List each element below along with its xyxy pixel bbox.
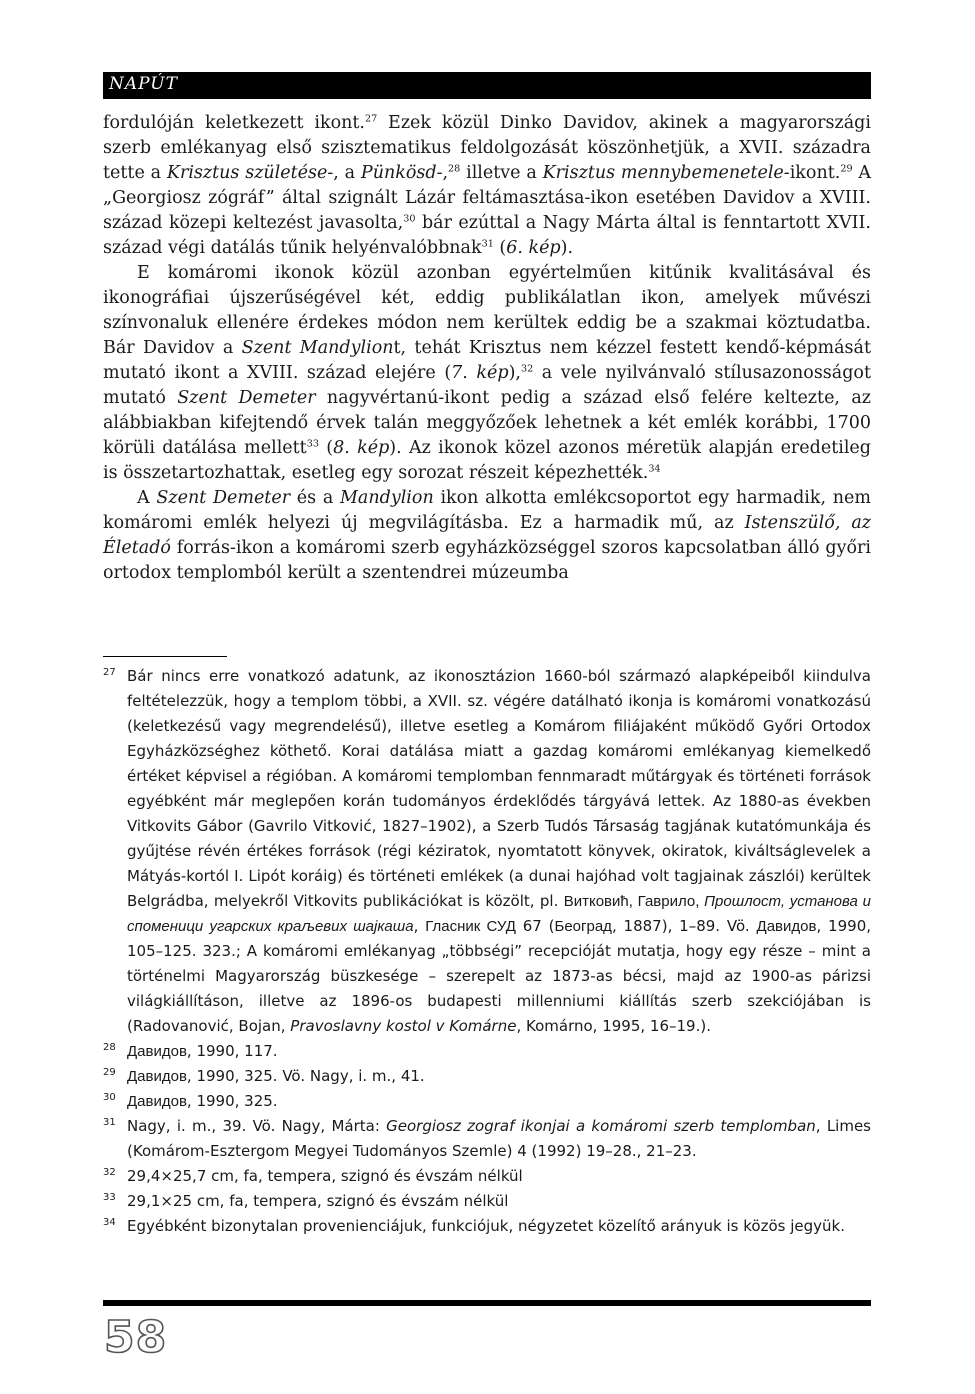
footnote-number: 32 [103,1167,116,1178]
footnote-ref: 31 [481,238,494,250]
footnote-32 [103,1164,871,1189]
footnote-ref: 32 [520,363,534,375]
footnote-27 [103,664,871,1039]
paragraph-1: fordulóján keletkezett ikont.$^{27}$ Ezek közül Dinko Davidov, akinek a magyarországi szerb emlékanyag első szisztematikus feldolgozását köszönhetjük, a XVII. századra tette a Krisztus születése-, a Pünkösd-,$^{28}$ illetve a Krisztus mennybemenetele-ikont.$^{29}$ A „Georgiosz zógráf” által szignált Lázár feltámasztása-ikon esetében Davidov a XVIII. század közepi keltezést javasolta,$^{30}$ bár ezúttal a Nagy Márta által is fenntartott XVII. század végi datálás tűnik helyénvalóbbnak$^{31}$ (6. kép). [103,113,872,258]
footnote-29 [103,1064,871,1089]
footnote-34 [103,1214,871,1239]
footnote-28 [103,1039,871,1064]
footnote-ref: 27 [364,113,378,125]
footnote-number: 27 [103,667,116,678]
footnote-number: 30 [103,1092,116,1103]
footnote-number: 31 [103,1117,116,1128]
footnote-text: Давидов, 1990, 325. Vö. Nagy, i. m., 41. [127,1067,425,1085]
paragraph-2: E komáromi ikonok közül azonban egyértelműen kitűnik kvalitásával és ikonográfiai újszerűségével két, eddig publikálatlan ikon, amelyek művészi színvonaluk ellenére érdekes módon nem kerültek eddig be a szakmai köztudatba. Bár Davidov a Szent Mandyliont, tehát Krisztus nem kézzel festett kendő-képmását mutató ikont a XVIII. század elejére (7. kép),$^{32}$ a vele nyilvánvaló stílusazonosságot mutató Szent Demeter nagyvértanú-ikont pedig a század első felére keltezte, az alábbiakban kifejtendő érvek talán meggyőzőek lehetnek a két emlék korábbi, 1700 körüli datálása mellett$^{33}$ (8. kép). Az ikonok közel azonos méretük alapján eredetileg is összetartozhattak, esetleg egy sorozat részeit képezhették.$^{34}$ [103,263,871,483]
body-text [103,111,871,586]
footnote-number: 34 [103,1217,116,1228]
footnote-text: 29,4×25,7 cm, fa, tempera, szignó és évszám nélkül [127,1167,523,1185]
footnote-ref: 30 [403,213,416,225]
footnote-30 [103,1089,871,1114]
footnote-text: Nagy, i. m., 39. Vö. Nagy, Márta: Georgiosz zograf ikonjai a komáromi szerb templomban, Limes (Komárom-Esztergom Megyei Tudományos Szemle) 4 (1992) 19–28., 21–23. [127,1117,871,1160]
footnote-number: 33 [103,1192,116,1203]
footnote-separator [103,656,227,657]
footnote-number: 29 [103,1067,116,1078]
paragraph-3: A Szent Demeter és a Mandylion ikon alkotta emlékcsoportot egy harmadik, nem komáromi emlék helyezi új megvilágításba. Ez a harmadik mű, az Istenszülő, az Életadó forrás-ikon a komáromi szerb egyházközséggel szoros kapcsolatban álló győri ortodox templomból került a szentendrei múzeumba [103,488,872,583]
page-number: 58 [104,1312,168,1363]
footnote-ref: 34 [648,463,661,475]
footnote-number: 28 [103,1042,116,1053]
footer-rule [103,1300,871,1306]
footnote-31 [103,1114,871,1164]
footnote-ref: 33 [306,438,319,450]
footnotes [103,664,871,1239]
footnote-text: Давидов, 1990, 117. [127,1042,278,1060]
footnote-text: Bár nincs erre vonatkozó adatunk, az ikonosztázion 1660-ból származó alapképeiből kiindulva feltételezzük, hogy a templom többi, a XVII. sz. végére datálható ikonja is komáromi vonatkozású (keletkezésű vagy megrendelésű), illetve esetleg a Komárom filiájaként működő Győri Ortodox Egyházközséghez köthető. Korai datálása miatt a gazdag komáromi emlékanyag kiemelkedő értéket képvisel a régióban. A komáromi templomban fennmaradt műtárgyak és történeti források egyébként már meglepően korán tudományos érdeklődés tárgyává lettek. Az 1880-as években Vitkovits Gábor (Gavrilo Vitković, 1827–1902), a Szerb Tudós Társaság tagjának kutatómunkája és gyűjtése révén értékes források (régi kéziratok, nyomtatott könyvek, okiratok, kiváltságlevelek a Mátyás-kortól I. Lipót koráig) és történeti emlékek (a dunai hajóhad volt tagjainak zászlói) kerültek Belgrádba, melyekről Vitkovits publikációkat is közölt, pl. Витковић, Гаврило, Прошлост, установа и споменици угарских краљевих шајкаша, Гласник СУД 67 (Београд, 1887), 1–89. Vö. Давидов, 1990, 105–125. 323.; A komáromi emlékanyag „többségi” recepcióját mutatja, hogy egy része – mint a történelmi Magyarország büszkesége – szerepelt az 1873-as bécsi, majd az 1900-as párizsi világkiállításon, illetve az 1896-os budapesti millenniumi kiállítás szerb szekciójában is (Radovanović, Bojan, Pravoslavny kostol v Komárne, Komárno, 1995, 16–19.). [127,667,872,1035]
journal-logo: NAPÚT [109,74,178,94]
footnote-33 [103,1189,871,1214]
footnote-text: 29,1×25 cm, fa, tempera, szignó és évszám nélkül [127,1192,509,1210]
footnote-text: Egyébként bizonytalan provenienciájuk, funkciójuk, négyzetet közelítő arányuk is közös jegyük. [127,1217,845,1235]
footnote-ref: 28 [448,163,461,175]
footnote-ref: 29 [840,163,853,175]
footnote-text: Давидов, 1990, 325. [127,1092,278,1110]
header-bar [103,72,871,99]
